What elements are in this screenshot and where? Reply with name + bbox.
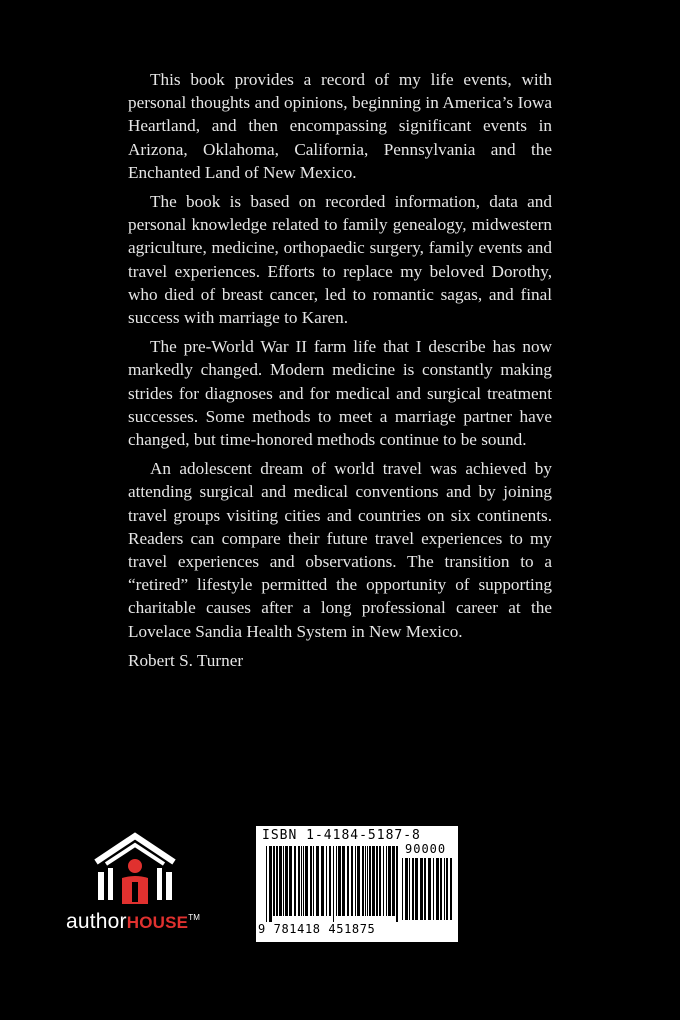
- barcode-bar: [333, 846, 334, 922]
- barcode-bar: [424, 858, 426, 920]
- barcode-bar: [336, 846, 337, 916]
- author-signature: Robert S. Turner: [128, 650, 244, 670]
- isbn-label: ISBN 1-4184-5187-8: [262, 828, 421, 843]
- barcode-bar: [440, 858, 442, 920]
- publisher-name: [66, 910, 200, 934]
- barcode-bar: [433, 858, 434, 920]
- isbn-barcode: [256, 826, 458, 942]
- publisher-name-part2: HOUSE: [126, 913, 189, 932]
- barcode-bar: [367, 846, 368, 916]
- barcode-bar: [412, 858, 414, 920]
- barcode-bar: [329, 846, 331, 916]
- barcode-bar: [369, 846, 371, 916]
- barcode-bar: [285, 846, 288, 916]
- barcode-bar: [415, 858, 418, 920]
- barcode-bar: [266, 846, 267, 922]
- barcode-bar: [351, 846, 353, 916]
- house-book-icon: [92, 832, 178, 908]
- back-cover-blurb: [128, 68, 552, 672]
- barcode-bar: [279, 846, 282, 916]
- barcode-bar: [450, 858, 452, 920]
- barcode-bar: [342, 846, 345, 916]
- publisher-logo: [64, 830, 234, 940]
- barcode-bar: [347, 846, 349, 916]
- barcode-bar: [436, 858, 439, 920]
- barcode-bar: [273, 846, 275, 916]
- barcode-bar: [396, 846, 398, 922]
- barcode-bar: [294, 846, 296, 916]
- trademark-symbol: TM: [188, 913, 201, 922]
- price-code: 90000: [405, 842, 447, 856]
- barcode-bar: [405, 858, 408, 920]
- barcode-bar: [298, 846, 300, 916]
- barcode-bar: [303, 846, 304, 916]
- publisher-name-part1: author: [66, 910, 127, 933]
- barcode-bar: [357, 846, 360, 916]
- barcode-bar: [269, 846, 272, 922]
- barcode-bar: [289, 846, 292, 916]
- addon-barcode-bars: [402, 858, 452, 920]
- barcode-bar: [355, 846, 356, 916]
- barcode-bar: [276, 846, 278, 916]
- ean-digits: 9 781418 451875: [258, 922, 376, 936]
- barcode-bar: [310, 846, 312, 916]
- barcode-bar: [428, 858, 431, 920]
- barcode-bar: [372, 846, 375, 916]
- barcode-bar: [379, 846, 381, 916]
- barcode-bar: [376, 846, 378, 916]
- barcode-bar: [321, 846, 324, 916]
- barcode-bar: [305, 846, 308, 916]
- barcode-bar: [392, 846, 395, 916]
- barcode-bar: [388, 846, 391, 916]
- barcode-bar: [313, 846, 314, 916]
- barcode-bar: [316, 846, 319, 916]
- barcode-bar: [383, 846, 384, 916]
- blurb-paragraph-4: An adolescent dream of world travel was achieved by attending surgical and medical conventions and by joining travel groups visiting cities and countries on six continents. Readers can compare their future travel experiences to my travel experiences and observations. The transition to a “retired” lifestyle permitted the opportunity of supporting charitable causes after a long professional career at the Lovelace Sandia Health System in New Mexico.: [128, 459, 552, 641]
- blurb-paragraph-1: This book provides a record of my life events, with personal thoughts and opinions, beginning in America’s Iowa Heartland, and then encompassing significant events in Arizona, Oklahoma, California, Pennsylvania and the Enchanted Land of New Mexico.: [128, 70, 552, 182]
- barcode-bar: [338, 846, 341, 916]
- ean-barcode-bars: [266, 846, 398, 922]
- barcode-bar: [326, 846, 327, 916]
- barcode-bar: [420, 858, 423, 920]
- barcode-bar: [402, 858, 403, 920]
- barcode-bar: [386, 846, 387, 916]
- barcode-bar: [409, 858, 410, 920]
- blurb-paragraph-2: The book is based on recorded information, data and personal knowledge related to family genealogy, midwestern agriculture, medicine, orthopaedic surgery, family events and travel experiences. Efforts to replace my beloved Dorothy, who died of breast cancer, led to romantic sagas, and final success with marriage to Karen.: [128, 192, 552, 328]
- barcode-bar: [446, 858, 448, 920]
- blurb-paragraph-3: The pre-World War II farm life that I describe has now markedly changed. Modern medicine is constantly making strides for diagnoses and for medical and surgical treatment successes. Some methods to meet a marriage partner have changed, but time-honored methods continue to be sound.: [128, 337, 552, 450]
- barcode-bar: [301, 846, 302, 916]
- barcode-bar: [365, 846, 366, 916]
- barcode-bar: [362, 846, 364, 916]
- barcode-bar: [283, 846, 284, 916]
- barcode-bar: [444, 858, 445, 920]
